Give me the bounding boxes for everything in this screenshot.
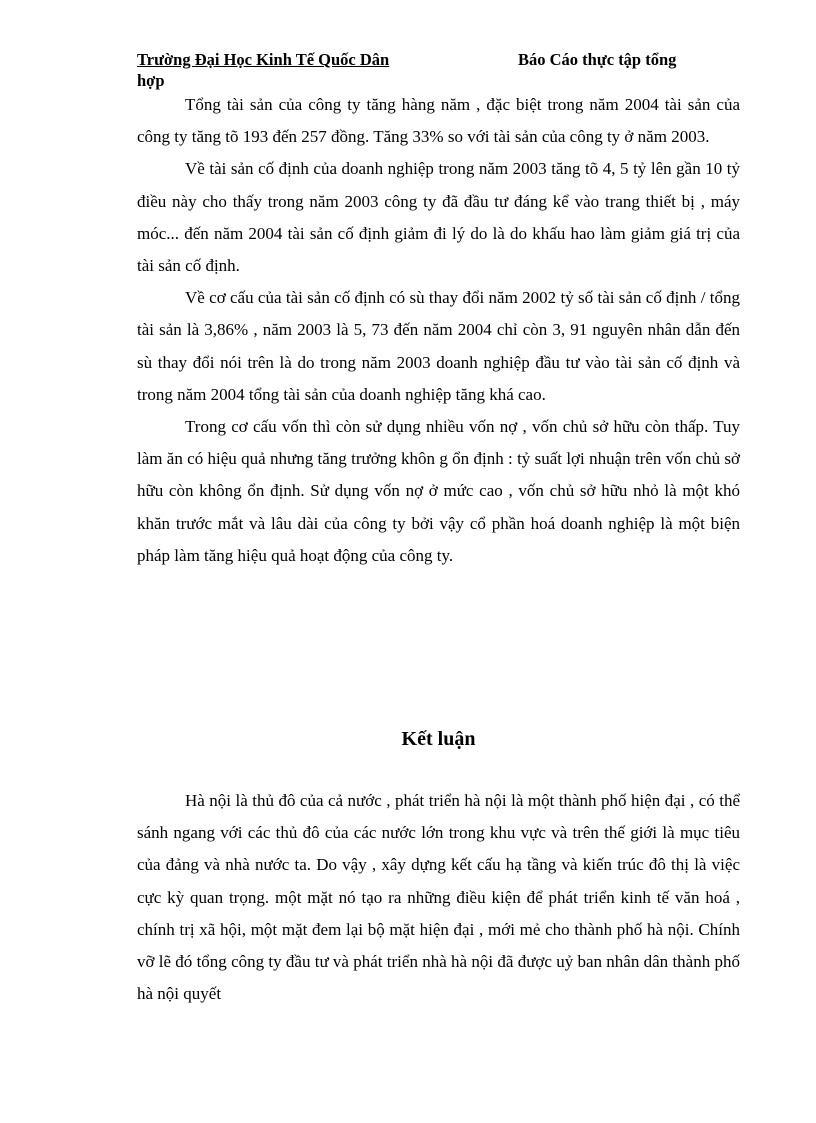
paragraph: Trong cơ cấu vốn thì còn sử dụng nhiều vốn nợ , vốn chủ sở hữu còn thấp. Tuy làm ăn có hiệu quả nhưng tăng trưởng khôn g ổn định : tỷ suất lợi nhuận trên vốn chủ sở hữu còn không ổn định. Sử dụng vốn nợ ở mức cao , vốn chủ sở hữu nhỏ là một khó khăn trước mắt và lâu dài của công ty bởi vậy cổ phần hoá doanh nghiệp là một biện pháp làm tăng hiệu quả hoạt động của công ty. <box>137 417 740 565</box>
paragraph: Về tài sản cố định của doanh nghiệp trong năm 2003 tăng tõ 4, 5 tỷ lên gần 10 tỷ điều này cho thấy trong năm 2003 công ty đã đầu tư đáng kể vào trang thiết bị , máy móc... đến năm 2004 tài sản cố định giảm đi lý do là do khấu hao làm giảm giá trị của tài sản cố định. <box>137 159 740 276</box>
paragraph: Tổng tài sản của công ty tăng hàng năm , đặc biệt trong năm 2004 tài sản của công ty tăng tõ 193 đến 257 đồng. Tăng 33% so với tài sản của công ty ở năm 2003. <box>137 95 740 147</box>
body-text <box>137 89 740 572</box>
paragraph: Về cơ cấu của tài sản cố định có sù thay đổi năm 2002 tỷ số tài sản cố định / tổng tài sản là 3,86% , năm 2003 là 5, 73 đến năm 2004 chỉ còn 3, 91 nguyên nhân dẫn đến sù thay đổi nói trên là do trong năm 2003 doanh nghiệp đầu tư vào tài sản cố định và trong năm 2004 tổng tài sản của doanh nghiệp tăng khá cao. <box>137 288 740 404</box>
conclusion-text <box>137 785 740 1010</box>
conclusion-heading: Kết luận <box>401 728 476 750</box>
header-report-title-wrap: hợp <box>137 71 165 90</box>
paragraph: Hà nội là thủ đô của cả nước , phát triển hà nội là một thành phố hiện đại , có thể sánh ngang với các thủ đô của các nước lớn trong khu vực và trên thế giới là mục tiêu của đảng và nhà nước ta. Do vậy , xây dựng kết cấu hạ tầng và kiến trúc đô thị là việc cực kỳ quan trọng. một mặt nó tạo ra những điều kiện để phát triển kinh tế văn hoá , chính trị xã hội, một mặt đem lại bộ mặt hiện đại , mới mẻ cho thành phố hà nội. Chính vỡ lẽ đó tổng công ty đầu tư và phát triển nhà hà nội đã được uỷ ban nhân dân thành phố hà nội quyết <box>137 791 740 1004</box>
page-header <box>137 50 709 90</box>
header-university: Trường Đại Học Kinh Tế Quốc Dân <box>137 50 390 69</box>
header-report-title: Báo Cáo thực tập tổng <box>518 50 677 69</box>
